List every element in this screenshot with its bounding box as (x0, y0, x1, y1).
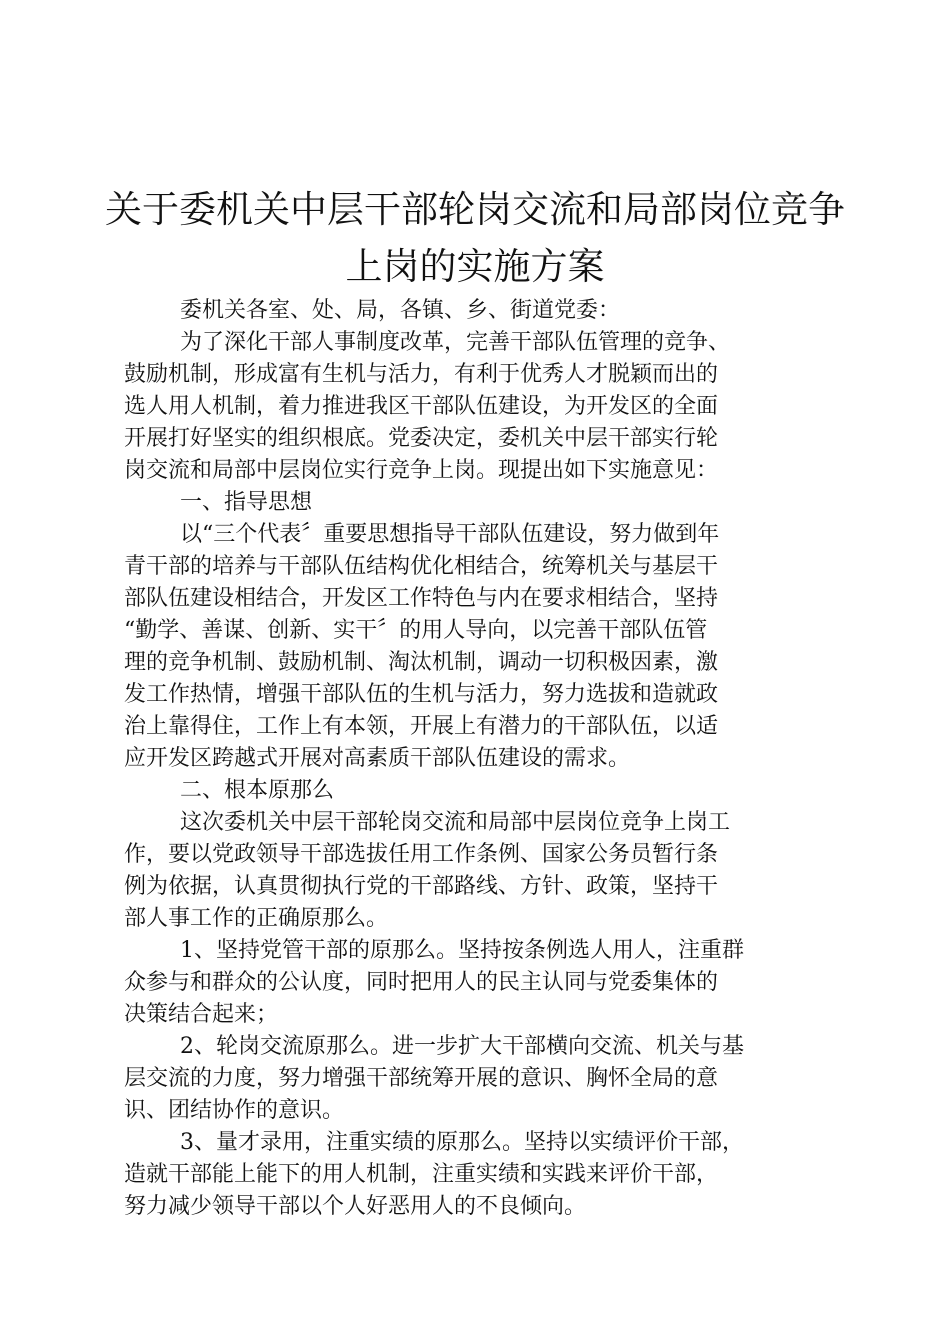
body-line: 这次委机关中层干部轮岗交流和局部中层岗位竞争上岗工 (180, 810, 731, 835)
document-title-line-1: 关于委机关中层干部轮岗交流和局部岗位竞争 (105, 188, 845, 231)
body-line: 众参与和群众的公认度，同时把用人的民主认同与党委集体的 (124, 970, 719, 995)
body-line: 例为依据，认真贯彻执行党的干部路线、方针、政策，坚持干 (124, 874, 719, 899)
body-line: 部队伍建设相结合，开发区工作特色与内在要求相结合，坚持 (124, 586, 719, 611)
body-line: 决策结合起来； (124, 1002, 279, 1027)
body-line: 应开发区跨越式开展对高素质干部队伍建设的需求。 (124, 746, 631, 771)
document-title-line-2: 上岗的实施方案 (345, 245, 605, 288)
body-line: 开展打好坚实的组织根底。党委决定，委机关中层干部实行轮 (124, 426, 719, 451)
body-line: 治上靠得住，工作上有本领，开展上有潜力的干部队伍，以适 (124, 714, 719, 739)
body-line: 发工作热情，增强干部队伍的生机与活力，努力选拔和造就政 (124, 682, 719, 707)
body-line: “勤学、善谋、创新、实干〞的用人导向，以完善干部队伍管 (124, 618, 708, 643)
salutation: 委机关各室、处、局，各镇、乡、街道党委： (180, 298, 621, 323)
body-line: 为了深化干部人事制度改革，完善干部队伍管理的竞争、 (180, 330, 731, 355)
principle-3: 3、量才录用，注重实绩的原那么。坚持以实绩评价干部， (180, 1130, 744, 1155)
principle-2: 2、轮岗交流原那么。进一步扩大干部横向交流、机关与基 (180, 1034, 744, 1059)
document-body (124, 295, 828, 1223)
body-line: 造就干部能上能下的用人机制，注重实绩和实践来评价干部， (124, 1162, 719, 1187)
body-line: 选人用人机制，着力推进我区干部队伍建设，为开发区的全面 (124, 394, 719, 419)
body-line: 鼓励机制，形成富有生机与活力，有利于优秀人才脱颖而出的 (124, 362, 719, 387)
body-line: 青干部的培养与干部队伍结构优化相结合，统筹机关与基层干 (124, 554, 719, 579)
body-line: 理的竞争机制、鼓励机制、淘汰机制，调动一切积极因素，激 (124, 650, 719, 675)
section-heading-2: 二、根本原那么 (180, 778, 335, 803)
body-line: 以“三个代表〞重要思想指导干部队伍建设，努力做到年 (180, 522, 720, 547)
body-line: 层交流的力度，努力增强干部统筹开展的意识、胸怀全局的意 (124, 1066, 719, 1091)
section-heading-1: 一、指导思想 (180, 490, 313, 515)
body-line: 岗交流和局部中层岗位实行竞争上岗。现提出如下实施意见： (124, 458, 719, 483)
body-line: 努力减少领导干部以个人好恶用人的不良倾向。 (124, 1194, 587, 1219)
body-line: 识、团结协作的意识。 (124, 1098, 345, 1123)
body-line: 作，要以党政领导干部选拔任用工作条例、国家公务员暂行条 (124, 842, 719, 867)
principle-1: 1、坚持党管干部的原那么。坚持按条例选人用人，注重群 (180, 938, 744, 963)
body-line: 部人事工作的正确原那么。 (124, 906, 389, 931)
